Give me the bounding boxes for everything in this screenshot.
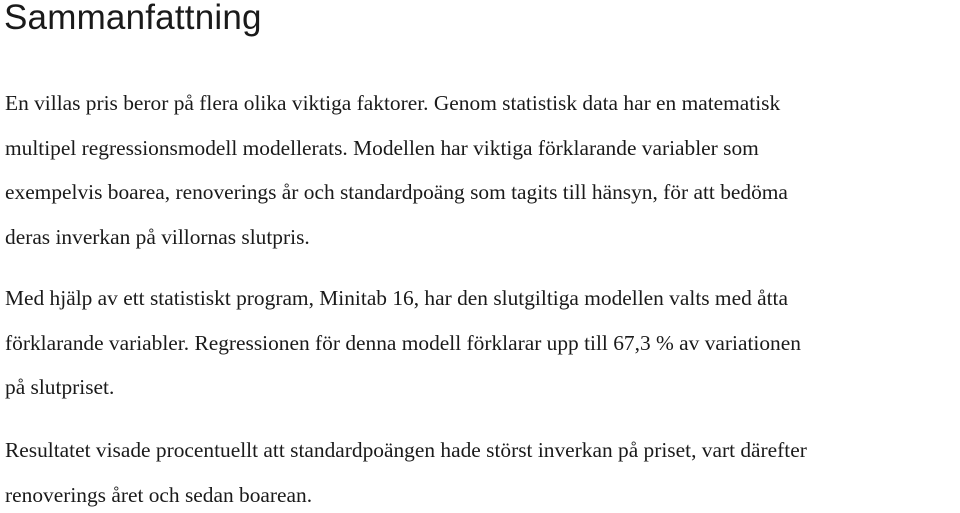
text-line: renoverings året och sedan boarean. [5, 482, 313, 507]
text-line: deras inverkan på villornas slutpris. [5, 224, 310, 249]
text-line: Med hjälp av ett statistiskt program, Minitab 16, har den slutgiltiga modellen valts med åtta [5, 286, 788, 310]
text-line: Resultatet visade procentuellt att standardpoängen hade störst inverkan på priset, vart därefter [5, 438, 807, 462]
text-line: En villas pris beror på flera olika viktiga faktorer. Genom statistisk data har en matematisk [5, 91, 781, 115]
summary-paragraph-2 [5, 276, 950, 410]
summary-paragraph-1 [5, 81, 950, 259]
text-line: förklarande variabler. Regressionen för denna modell förklarar upp till 67,3 % av variationen [5, 330, 801, 355]
summary-paragraph-3 [5, 428, 950, 513]
page-title: Sammanfattning [4, 0, 262, 37]
text-line: exempelvis boarea, renoverings år och standardpoäng som tagits till hänsyn, för att bedöma [5, 180, 788, 204]
text-line: på slutpriset. [5, 375, 115, 399]
text-line: multipel regressionsmodell modellerats. Modellen har viktiga förklarande variabler som [5, 135, 759, 160]
